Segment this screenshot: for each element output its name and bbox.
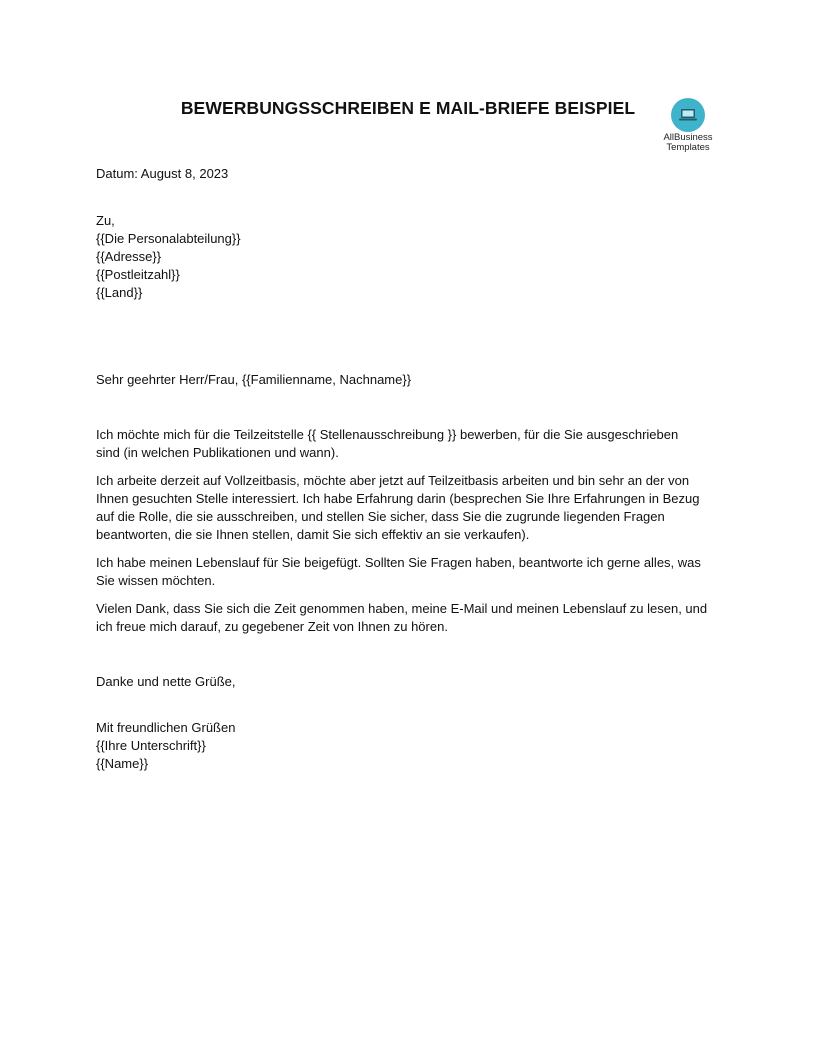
logo-text bbox=[656, 133, 720, 153]
address-country: {{Land}} bbox=[96, 285, 143, 300]
laptop-icon bbox=[678, 107, 698, 123]
closing-block bbox=[96, 719, 720, 773]
allbusiness-logo bbox=[656, 98, 720, 158]
paragraph-3 bbox=[96, 554, 720, 590]
closing-regards: Mit freundlichen Grüßen bbox=[96, 720, 236, 735]
salutation bbox=[96, 371, 720, 389]
paragraph-line: Ich möchte mich für die Teilzeitstelle {{ Stellenausschreibung }} bewerben, für die Sie ausgeschrieben bbox=[96, 427, 679, 442]
paragraph-line: auf die Rolle, die sie ausschreiben, und stellen Sie sicher, dass Sie die zugrunde liegenden Fragen bbox=[96, 509, 665, 524]
paragraph-line: ich freue mich darauf, zu gegebener Zeit von Ihnen zu hören. bbox=[96, 619, 448, 634]
address-postcode: {{Postleitzahl}} bbox=[96, 267, 180, 282]
paragraph-2 bbox=[96, 472, 720, 544]
paragraph-line: beantworten, die sie Ihnen stellen, damit Sie sich effektiv an sie verkaufen). bbox=[96, 527, 530, 542]
salutation-text: Sehr geehrter Herr/Frau, {{Familienname, Nachname}} bbox=[96, 372, 412, 387]
paragraph-1 bbox=[96, 426, 720, 462]
paragraph-line: Ich habe meinen Lebenslauf für Sie beigefügt. Sollten Sie Fragen haben, beantworte ich gerne alles, was bbox=[96, 555, 701, 570]
logo-line-1: AllBusiness bbox=[663, 132, 713, 143]
thanks-text: Danke und nette Grüße, bbox=[96, 674, 236, 689]
document-title: BEWERBUNGSSCHREIBEN E MAIL-BRIEFE BEISPIEL bbox=[180, 98, 636, 118]
paragraph-line: Sie wissen möchten. bbox=[96, 573, 216, 588]
paragraph-line: Ihnen gesuchten Stelle interessiert. Ich habe Erfahrung darin (besprechen Sie Ihre Erfahrungen in Bezug bbox=[96, 491, 700, 506]
address-street: {{Adresse}} bbox=[96, 249, 162, 264]
address-department: {{Die Personalabteilung}} bbox=[96, 231, 241, 246]
logo-line-2: Templates bbox=[666, 142, 710, 153]
letter-date bbox=[96, 165, 720, 183]
paragraph-line: Ich arbeite derzeit auf Vollzeitbasis, möchte aber jetzt auf Teilzeitbasis arbeiten und bin sehr an der von bbox=[96, 473, 690, 488]
thanks-line bbox=[96, 673, 720, 691]
address-to: Zu, bbox=[96, 213, 115, 228]
recipient-address bbox=[96, 212, 720, 302]
logo-badge bbox=[671, 98, 705, 132]
closing-signature: {{Ihre Unterschrift}} bbox=[96, 738, 206, 753]
closing-name: {{Name}} bbox=[96, 756, 149, 771]
date-text: Datum: August 8, 2023 bbox=[96, 166, 229, 181]
paragraph-line: sind (in welchen Publikationen und wann). bbox=[96, 445, 339, 460]
paragraph-line: Vielen Dank, dass Sie sich die Zeit genommen haben, meine E-Mail und meinen Lebenslauf zu lesen, und bbox=[96, 601, 708, 616]
paragraph-4 bbox=[96, 600, 720, 636]
